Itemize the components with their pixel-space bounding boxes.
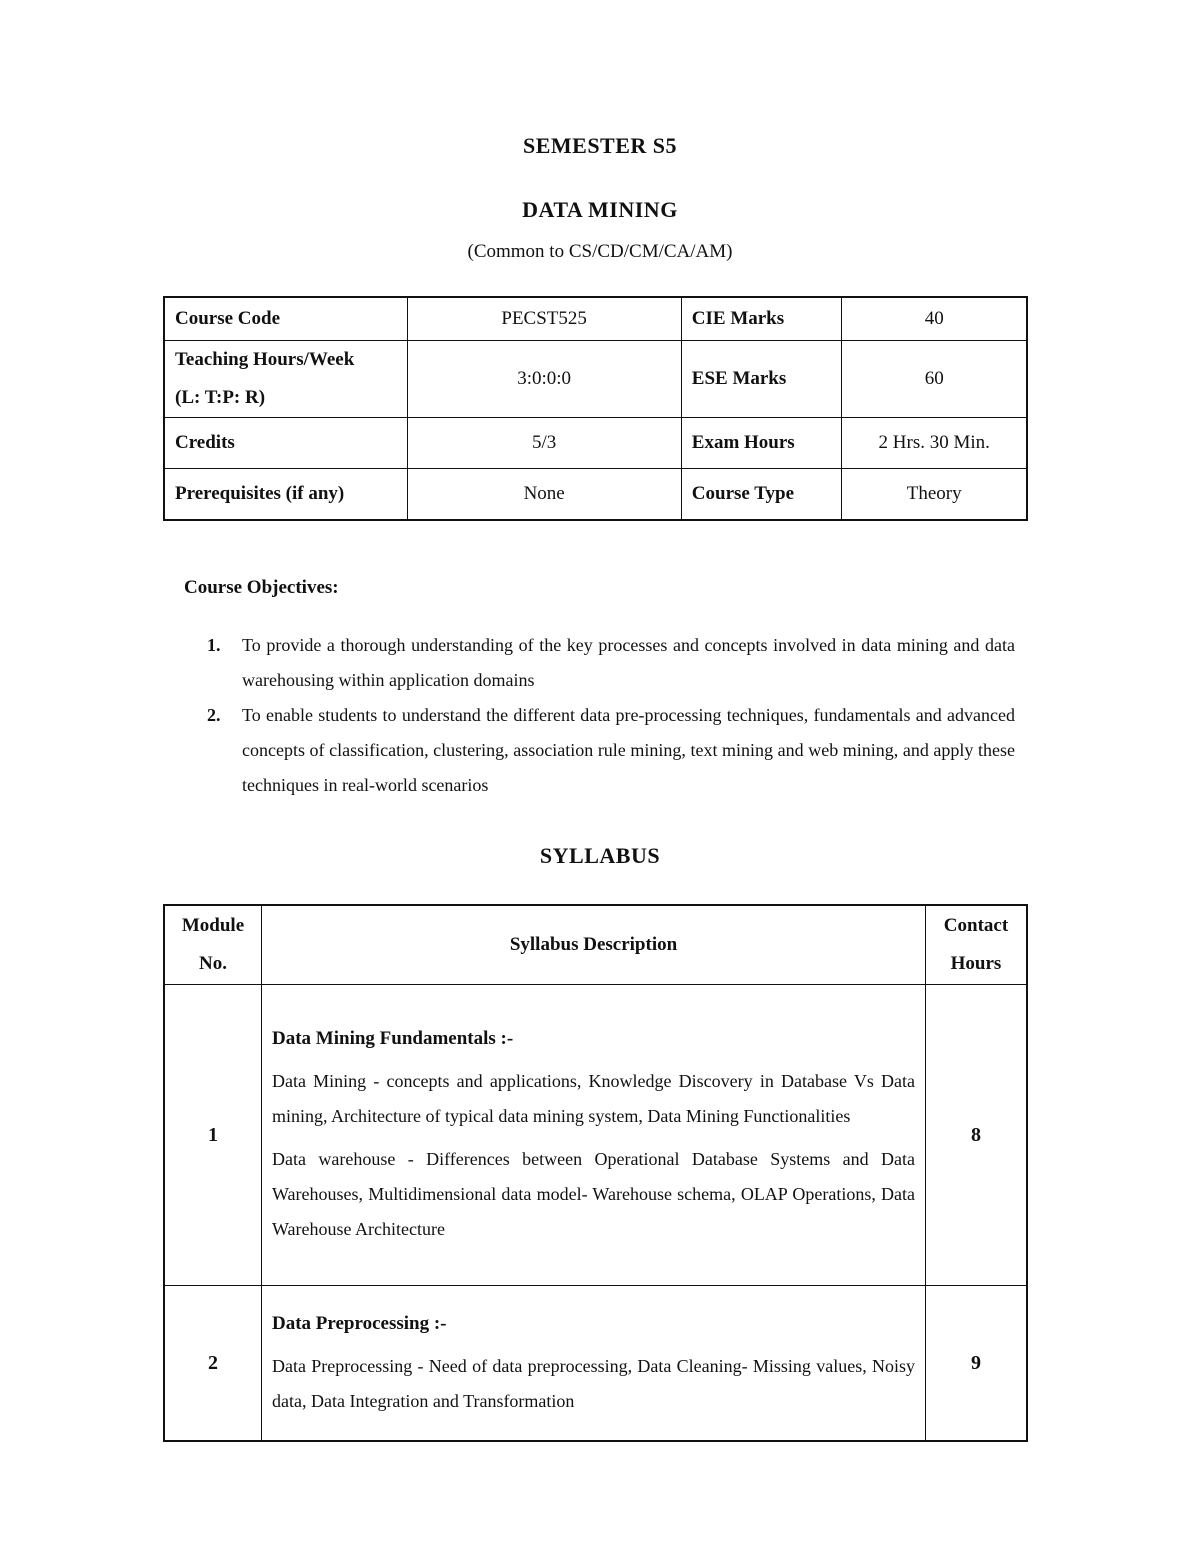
course-type-label: Course Type <box>681 469 842 521</box>
semester-title: SEMESTER S5 <box>522 133 678 158</box>
module-description <box>262 985 926 1286</box>
module-description <box>262 1286 926 1442</box>
objective-item <box>207 628 1015 698</box>
objective-text: To provide a thorough understanding of the key processes and concepts involved in data mining and data warehousing within application domains <box>242 635 1015 690</box>
syllabus-module-row <box>164 1286 1027 1442</box>
syllabus-table <box>163 904 1028 1442</box>
module-number: 1 <box>164 985 262 1286</box>
syllabus-title: SYLLABUS <box>539 843 661 868</box>
cie-marks-label: CIE Marks <box>681 297 842 341</box>
objective-text: To enable students to understand the different data pre-processing techniques, fundamentals and advanced concepts of classification, clustering, association rule mining, text mining and web mining, and apply these techniques in real-world scenarios <box>242 705 1015 795</box>
objective-number: 1. <box>207 635 221 655</box>
info-row-prerequisites <box>164 469 1027 521</box>
module-paragraph: Data Preprocessing - Need of data preprocessing, Data Cleaning- Missing values, Noisy data, Data Integration and Transformation <box>272 1355 915 1411</box>
module-number: 2 <box>164 1286 262 1442</box>
course-code-value: PECST525 <box>407 297 681 341</box>
course-objectives-list <box>207 628 1015 803</box>
common-to-note: (Common to CS/CD/CM/CA/AM) <box>467 241 733 262</box>
module-heading: Data Preprocessing :- <box>272 1312 447 1334</box>
teaching-hours-label <box>164 341 407 418</box>
objective-number: 2. <box>207 705 221 725</box>
prerequisites-value: None <box>407 469 681 521</box>
description-column-header: Syllabus Description <box>262 905 926 985</box>
module-contact-hours: 8 <box>926 985 1028 1286</box>
course-code-label: Course Code <box>164 297 407 341</box>
prerequisites-label: Prerequisites (if any) <box>164 469 407 521</box>
info-row-teaching-hours <box>164 341 1027 418</box>
module-paragraph: Data Mining - concepts and applications, Knowledge Discovery in Database Vs Data mining, Architecture of typical data mining system, Data Mining Functionalities <box>272 1071 915 1126</box>
module-column-header <box>164 905 262 985</box>
exam-hours-label: Exam Hours <box>681 418 842 469</box>
info-row-credits <box>164 418 1027 469</box>
module-header-line2: No. <box>199 953 227 974</box>
credits-label: Credits <box>164 418 407 469</box>
teaching-hours-label-line1: Teaching Hours/Week <box>175 349 355 370</box>
teaching-hours-label-line2: (L: T:P: R) <box>175 387 266 408</box>
module-header-line1: Module <box>181 915 245 936</box>
hours-header-line2: Hours <box>950 953 1002 974</box>
syllabus-header-row <box>164 905 1027 985</box>
ese-marks-value: 60 <box>842 341 1027 418</box>
hours-header-line1: Contact <box>943 915 1009 936</box>
course-objectives-heading: Course Objectives: <box>184 577 339 598</box>
course-info-table <box>163 296 1028 521</box>
course-type-value: Theory <box>842 469 1027 521</box>
info-row-course-code <box>164 297 1027 341</box>
ese-marks-label: ESE Marks <box>681 341 842 418</box>
module-contact-hours: 9 <box>926 1286 1028 1442</box>
syllabus-module-row <box>164 985 1027 1286</box>
hours-column-header <box>926 905 1028 985</box>
objective-item <box>207 698 1015 803</box>
exam-hours-value: 2 Hrs. 30 Min. <box>842 418 1027 469</box>
course-title: DATA MINING <box>522 197 678 222</box>
teaching-hours-value: 3:0:0:0 <box>407 341 681 418</box>
module-paragraph: Data warehouse - Differences between Operational Database Systems and Data Warehouses, Multidimensional data model- Warehouse schema, OLAP Operations, Data Warehouse Architecture <box>272 1149 915 1239</box>
cie-marks-value: 40 <box>842 297 1027 341</box>
credits-value: 5/3 <box>407 418 681 469</box>
module-heading: Data Mining Fundamentals :- <box>272 1028 514 1049</box>
